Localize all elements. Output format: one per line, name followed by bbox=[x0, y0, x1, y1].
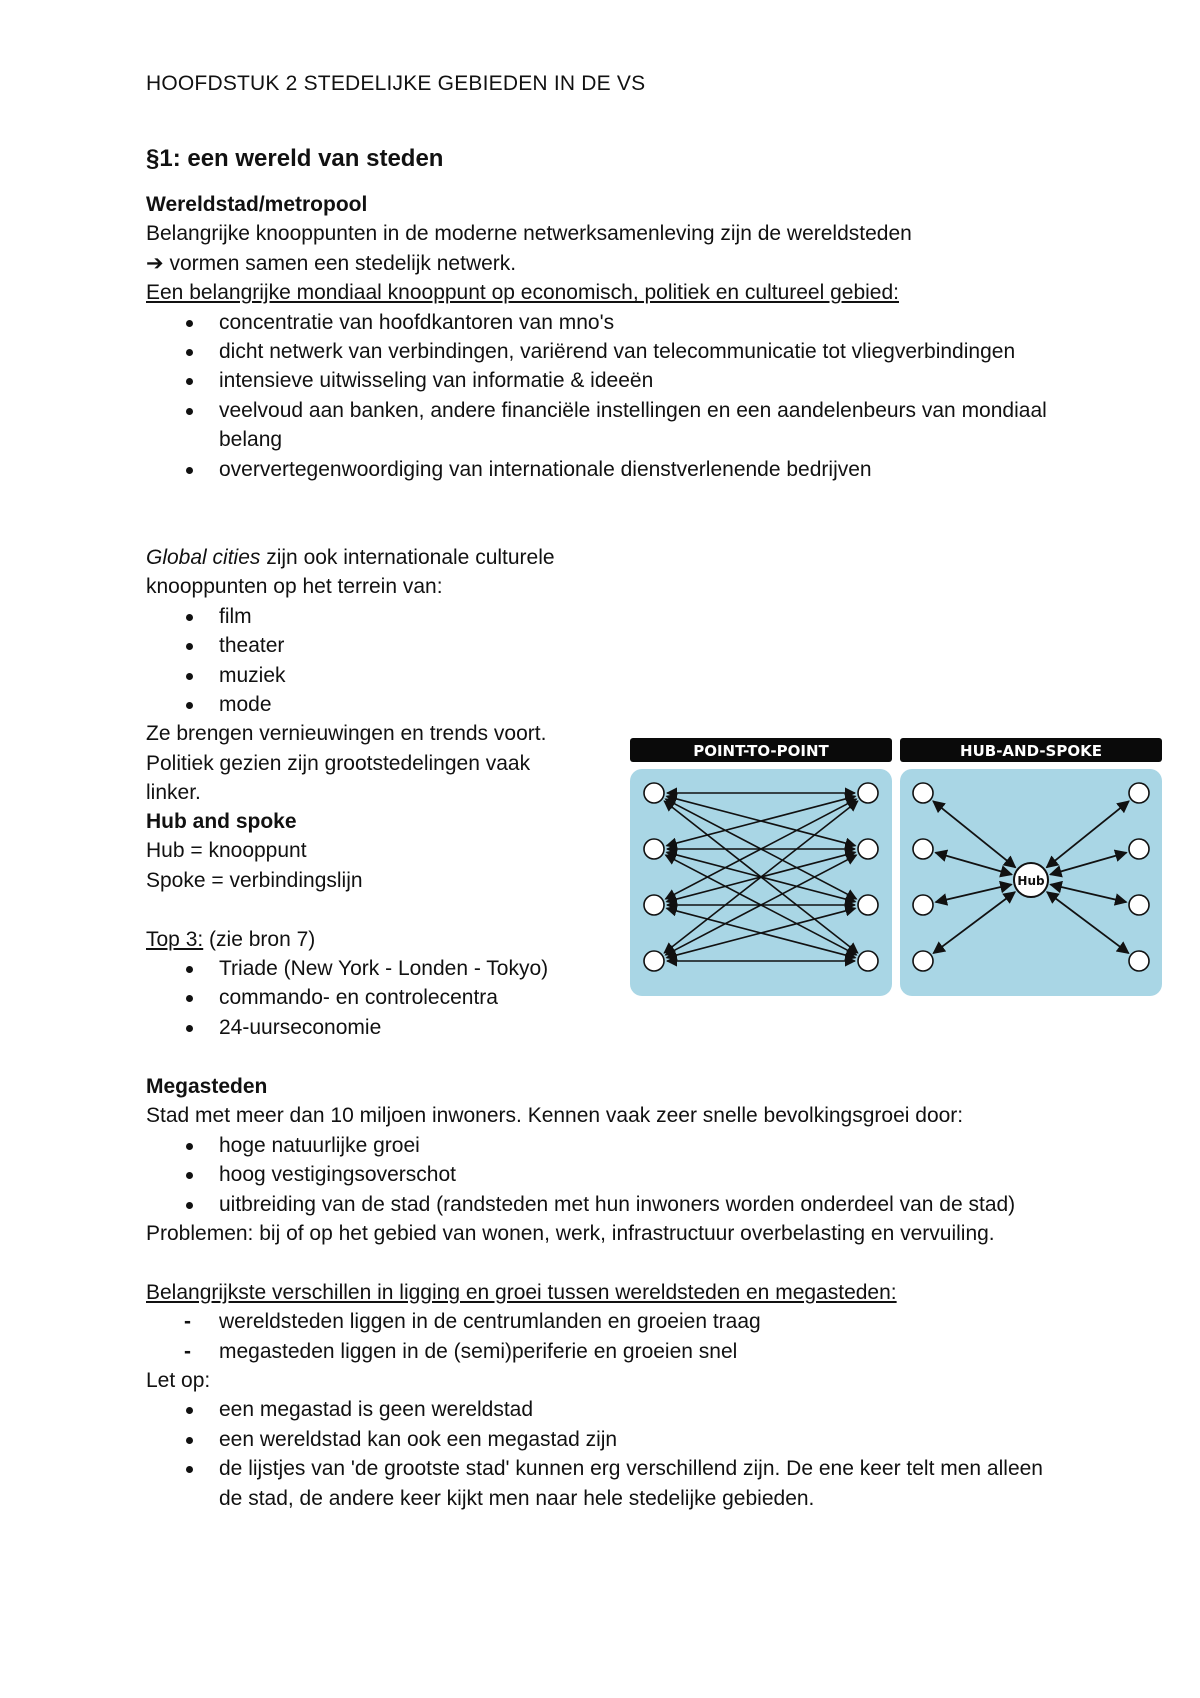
section-heading: §1: een wereld van steden bbox=[146, 145, 444, 172]
global-cities-intro bbox=[146, 543, 666, 602]
global-cities-term: Global cities bbox=[146, 546, 261, 569]
hub-and-spoke-title: HUB-AND-SPOKE bbox=[960, 742, 1102, 760]
city-node bbox=[644, 951, 664, 971]
groei-list bbox=[146, 1131, 1066, 1219]
list-item: uitbreiding van de stad (randsteden met hun inwoners worden onderdeel van de stad) bbox=[146, 1190, 1029, 1219]
top3-source: (zie bron 7) bbox=[203, 927, 316, 951]
city-node bbox=[644, 839, 664, 859]
list-item: veelvoud aan banken, andere financiële instellingen en een aandelenbeurs van mondiaal belang bbox=[146, 396, 1069, 455]
list-item: concentratie van hoofdkantoren van mno's bbox=[146, 308, 1046, 337]
hub-label: Hub bbox=[1017, 874, 1045, 888]
culture-list bbox=[146, 602, 666, 720]
city-node bbox=[858, 783, 878, 803]
city-node bbox=[1129, 895, 1149, 915]
list-item: muziek bbox=[146, 661, 666, 690]
knooppunt-list bbox=[146, 308, 1046, 484]
network-text: vormen samen een stedelijk netwerk. bbox=[169, 251, 517, 275]
hub-definition: Hub = knooppunt bbox=[146, 839, 307, 863]
wereldstad-heading: Wereldstad/metropool bbox=[146, 193, 368, 216]
global-cities-section bbox=[146, 543, 666, 808]
city-node bbox=[1129, 951, 1149, 971]
hub-spoke-section bbox=[146, 807, 626, 1042]
list-item: een wereldstad kan ook een megastad zijn bbox=[146, 1425, 1066, 1454]
problemen-text: Problemen: bij of op het gebied van wonen, werk, infrastructuur overbelasting en vervuiling. bbox=[146, 1222, 995, 1246]
city-node bbox=[913, 895, 933, 915]
list-item: Triade (New York - Londen - Tokyo) bbox=[146, 954, 626, 983]
city-node bbox=[1129, 783, 1149, 803]
global-cities-intro-rest: zijn ook internationale culturele knooppunten op het terrein van: bbox=[146, 546, 555, 599]
city-node bbox=[858, 951, 878, 971]
megasteden-intro: Stad met meer dan 10 miljoen inwoners. Kennen vaak zeer snelle bevolkingsgroei door: bbox=[146, 1104, 964, 1128]
point-to-point-title: POINT-TO-POINT bbox=[693, 742, 829, 760]
hub-spoke-heading: Hub and spoke bbox=[146, 810, 297, 833]
wereldstad-section bbox=[146, 190, 1046, 484]
list-item: film bbox=[146, 602, 666, 631]
list-item: intensieve uitwisseling van informatie & ideeën bbox=[146, 366, 1046, 395]
list-item: mode bbox=[146, 690, 666, 719]
document-title: HOOFDSTUK 2 STEDELIJKE GEBIEDEN IN DE VS bbox=[146, 72, 646, 95]
list-item: - wereldsteden liggen in de centrumlanden en groeien traag bbox=[146, 1307, 1066, 1336]
top3-line bbox=[146, 925, 626, 954]
let-op-label: Let op: bbox=[146, 1369, 211, 1393]
knooppunt-heading: Een belangrijke mondiaal knooppunt op economisch, politiek en cultureel gebied: bbox=[146, 281, 899, 305]
politics-text-1: Politiek gezien zijn grootstedelingen vaak bbox=[146, 751, 531, 775]
list-item: dicht netwerk van verbindingen, variërend van telecommunicatie tot vliegverbindingen bbox=[146, 337, 1019, 366]
list-item: oververtegenwoordiging van internationale dienstverlenende bedrijven bbox=[146, 455, 1046, 484]
list-item: 24-uurseconomie bbox=[146, 1013, 626, 1042]
city-node bbox=[913, 783, 933, 803]
city-node bbox=[1129, 839, 1149, 859]
list-item: hoog vestigingsoverschot bbox=[146, 1160, 1066, 1189]
city-node bbox=[858, 839, 878, 859]
trends-text: Ze brengen vernieuwingen en trends voort. bbox=[146, 722, 547, 746]
verschillen-list bbox=[146, 1307, 1066, 1366]
list-item: theater bbox=[146, 631, 666, 660]
list-item: een megastad is geen wereldstad bbox=[146, 1395, 1066, 1424]
list-item: commando- en controlecentra bbox=[146, 983, 626, 1012]
city-node bbox=[644, 783, 664, 803]
city-node bbox=[858, 895, 878, 915]
list-item: de lijstjes van 'de grootste stad' kunnen erg verschillend zijn. De ene keer telt men alleen de stad, de andere keer kijkt men naar hele stedelijke gebieden. bbox=[146, 1454, 1069, 1513]
megasteden-section bbox=[146, 1072, 1066, 1513]
top3-label: Top 3: bbox=[146, 927, 204, 951]
point-to-point-panel bbox=[630, 769, 892, 996]
top3-list bbox=[146, 954, 626, 1042]
spoke-definition: Spoke = verbindingslijn bbox=[146, 868, 363, 892]
verschillen-heading: Belangrijkste verschillen in ligging en groei tussen wereldsteden en megasteden: bbox=[146, 1280, 897, 1304]
list-item: hoge natuurlijke groei bbox=[146, 1131, 1066, 1160]
politics-text-2: linker. bbox=[146, 781, 201, 805]
city-node bbox=[913, 951, 933, 971]
let-op-list bbox=[146, 1395, 1066, 1513]
network-line bbox=[146, 249, 1046, 278]
wereldstad-intro: Belangrijke knooppunten in de moderne netwerksamenleving zijn de wereldsteden bbox=[146, 222, 912, 246]
arrow-right-icon: ➔ bbox=[146, 251, 164, 275]
city-node bbox=[913, 839, 933, 859]
network-diagram bbox=[630, 738, 1162, 996]
city-node bbox=[644, 895, 664, 915]
megasteden-heading: Megasteden bbox=[146, 1075, 268, 1098]
list-item: - megasteden liggen in de (semi)periferie en groeien snel bbox=[146, 1337, 1066, 1366]
